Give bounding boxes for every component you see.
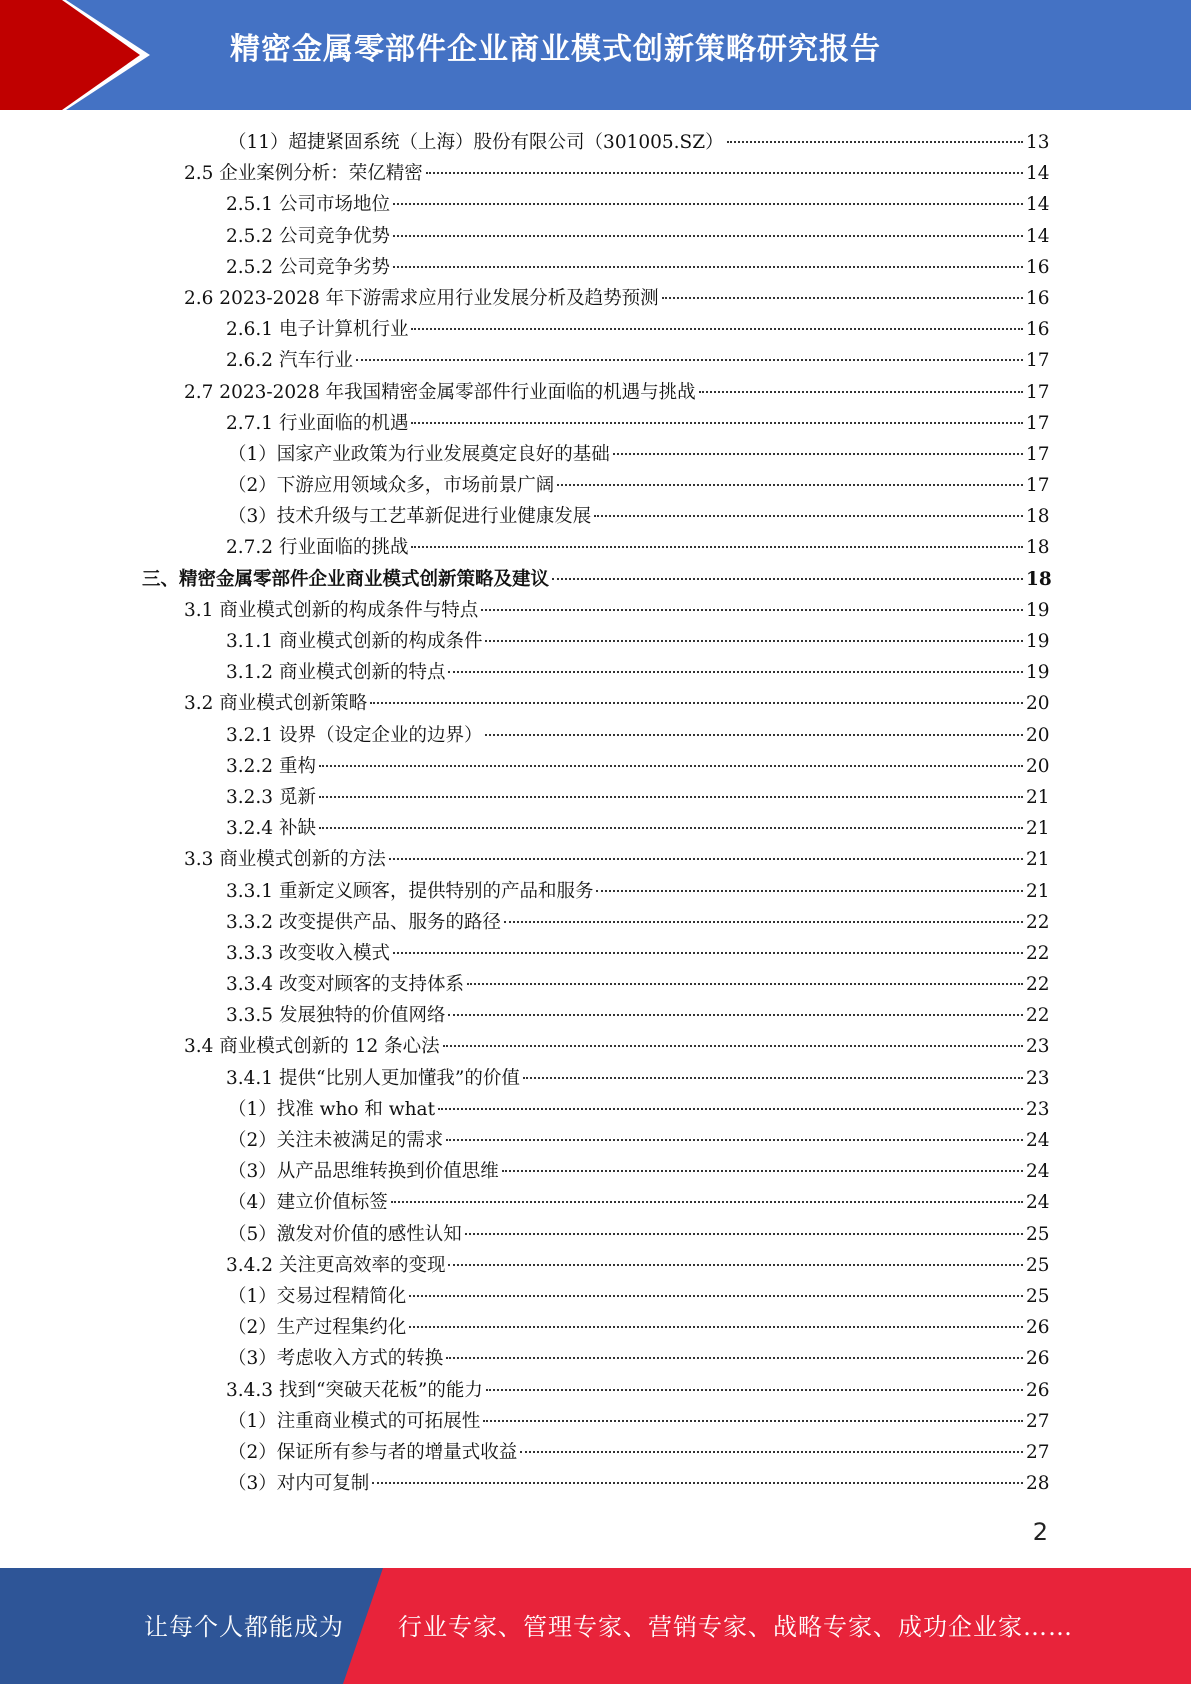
toc-entry[interactable] bbox=[0, 1281, 1191, 1312]
toc-entry[interactable] bbox=[0, 844, 1191, 875]
toc-entry-title: 2.6.1 电子计算机行业 bbox=[226, 319, 409, 341]
toc-entry-title: 3.4.1 提供“比别人更加懂我”的价值 bbox=[226, 1067, 520, 1089]
toc-entry-title: 3.3.1 重新定义顾客，提供特别的产品和服务 bbox=[226, 880, 594, 902]
toc-dot-leader bbox=[393, 951, 1023, 954]
toc-entry-page: 22 bbox=[1026, 942, 1050, 964]
toc-dot-leader bbox=[319, 795, 1023, 798]
toc-entry[interactable] bbox=[0, 1000, 1191, 1031]
toc-dot-leader bbox=[393, 202, 1023, 205]
footer-banner bbox=[0, 1568, 1191, 1684]
toc-dot-leader bbox=[370, 701, 1023, 704]
toc-entry[interactable] bbox=[0, 1063, 1191, 1094]
toc-entry[interactable] bbox=[0, 189, 1191, 220]
toc-entry-page: 25 bbox=[1026, 1254, 1050, 1276]
toc-entry-page: 21 bbox=[1026, 849, 1050, 871]
toc-entry-title: 2.6 2023-2028 年下游需求应用行业发展分析及趋势预测 bbox=[184, 287, 659, 309]
toc-entry-title: （3）技术升级与工艺革新促进行业健康发展 bbox=[228, 506, 592, 528]
toc-entry[interactable] bbox=[0, 1094, 1191, 1125]
toc-entry-title: 2.5 企业案例分析：荣亿精密 bbox=[184, 163, 423, 185]
header-bar bbox=[0, 0, 1191, 110]
toc-entry-title: 3.2.2 重构 bbox=[226, 755, 316, 777]
toc-entry[interactable] bbox=[0, 751, 1191, 782]
toc-entry[interactable] bbox=[0, 283, 1191, 314]
toc-entry[interactable] bbox=[0, 158, 1191, 189]
toc-dot-leader bbox=[438, 1107, 1023, 1110]
toc-entry[interactable] bbox=[0, 688, 1191, 719]
toc-entry-page: 25 bbox=[1026, 1223, 1050, 1245]
toc-dot-leader bbox=[446, 1356, 1023, 1359]
toc-entry[interactable] bbox=[0, 221, 1191, 252]
toc-entry-page: 19 bbox=[1026, 599, 1050, 621]
toc-entry-title: 3.2.1 设界（设定企业的边界） bbox=[226, 724, 483, 746]
toc-entry-title: 3.3.2 改变提供产品、服务的路径 bbox=[226, 911, 501, 933]
toc-dot-leader bbox=[504, 920, 1023, 923]
toc-entry-page: 17 bbox=[1026, 412, 1050, 434]
toc-entry-page: 19 bbox=[1026, 662, 1050, 684]
footer-slogan-left: 让每个人都能成为 bbox=[144, 1613, 344, 1641]
toc-entry-title: 3.2 商业模式创新策略 bbox=[184, 693, 368, 715]
toc-dot-leader bbox=[727, 140, 1023, 143]
toc-entry-page: 19 bbox=[1026, 631, 1050, 652]
toc-entry-title: 3.4.3 找到“突破天花板”的能力 bbox=[226, 1379, 483, 1401]
toc-entry[interactable] bbox=[0, 907, 1191, 938]
toc-dot-leader bbox=[409, 1294, 1023, 1297]
toc-entry-title: 2.7.2 行业面临的挑战 bbox=[226, 537, 409, 559]
toc-dot-leader bbox=[594, 514, 1023, 517]
toc-entry-title: 3.3.4 改变对顾客的支持体系 bbox=[226, 974, 464, 996]
toc-dot-leader bbox=[411, 421, 1023, 424]
toc-dot-leader bbox=[699, 390, 1023, 393]
toc-entry-page: 24 bbox=[1026, 1130, 1050, 1151]
toc-entry[interactable] bbox=[0, 408, 1191, 439]
toc-dot-leader bbox=[372, 1481, 1023, 1484]
toc-entry-title: （1）注重商业模式的可拓展性 bbox=[228, 1410, 481, 1432]
toc-entry[interactable] bbox=[0, 1312, 1191, 1343]
toc-dot-leader bbox=[443, 1044, 1023, 1047]
toc-entry-page: 17 bbox=[1026, 443, 1050, 465]
toc-entry-title: （1）找准 who 和 what bbox=[228, 1098, 436, 1120]
toc-entry-title: 2.5.1 公司市场地位 bbox=[226, 194, 390, 216]
table-of-contents bbox=[0, 127, 1191, 1499]
toc-entry-title: 2.5.2 公司竞争优势 bbox=[226, 225, 390, 247]
toc-entry[interactable] bbox=[0, 564, 1191, 595]
toc-entry-page: 24 bbox=[1026, 1192, 1050, 1214]
toc-entry[interactable] bbox=[0, 1031, 1191, 1062]
toc-entry-title: （11）超捷紧固系统（上海）股份有限公司（301005.SZ） bbox=[228, 132, 724, 153]
toc-entry-title: （3）从产品思维转换到价值思维 bbox=[228, 1161, 499, 1183]
toc-entry-title: 2.7.1 行业面临的机遇 bbox=[226, 412, 409, 434]
toc-entry[interactable] bbox=[0, 1187, 1191, 1218]
toc-entry-page: 27 bbox=[1026, 1410, 1050, 1432]
toc-entry-page: 21 bbox=[1026, 786, 1050, 808]
toc-entry[interactable] bbox=[0, 127, 1191, 158]
toc-entry-page: 23 bbox=[1026, 1067, 1050, 1089]
toc-dot-leader bbox=[523, 1076, 1023, 1079]
toc-entry[interactable] bbox=[0, 1250, 1191, 1281]
toc-dot-leader bbox=[391, 1200, 1023, 1203]
toc-dot-leader bbox=[426, 171, 1023, 174]
toc-entry[interactable] bbox=[0, 1375, 1191, 1406]
toc-entry-page: 20 bbox=[1026, 693, 1050, 715]
toc-entry-page: 25 bbox=[1026, 1285, 1050, 1307]
toc-entry-title: 3.3.3 改变收入模式 bbox=[226, 942, 390, 964]
toc-entry[interactable] bbox=[0, 1343, 1191, 1374]
toc-dot-leader bbox=[502, 1169, 1023, 1172]
toc-dot-leader bbox=[485, 639, 1023, 642]
toc-entry[interactable] bbox=[0, 1406, 1191, 1437]
toc-dot-leader bbox=[552, 577, 1023, 580]
toc-dot-leader bbox=[483, 1419, 1023, 1422]
toc-entry-page: 21 bbox=[1026, 818, 1050, 840]
toc-entry[interactable] bbox=[0, 1125, 1191, 1156]
toc-entry-page: 22 bbox=[1026, 911, 1050, 933]
toc-entry-title: 三、精密金属零部件企业商业模式创新策略及建议 bbox=[142, 568, 550, 590]
toc-entry-page: 28 bbox=[1026, 1473, 1050, 1495]
toc-dot-leader bbox=[393, 234, 1023, 237]
toc-dot-leader bbox=[596, 889, 1023, 892]
toc-entry[interactable] bbox=[0, 345, 1191, 376]
toc-entry-page: 16 bbox=[1026, 287, 1050, 309]
toc-entry[interactable] bbox=[0, 876, 1191, 907]
footer-slogan-right: 行业专家、管理专家、营销专家、战略专家、成功企业家…… bbox=[398, 1613, 1073, 1641]
toc-entry-page: 18 bbox=[1026, 537, 1050, 559]
toc-entry[interactable] bbox=[0, 657, 1191, 688]
toc-entry-page: 23 bbox=[1026, 1098, 1050, 1120]
toc-entry-page: 26 bbox=[1026, 1348, 1050, 1370]
toc-entry-page: 26 bbox=[1026, 1317, 1050, 1339]
toc-entry[interactable] bbox=[0, 1156, 1191, 1187]
toc-entry-title: （3）考虑收入方式的转换 bbox=[228, 1348, 444, 1370]
toc-entry-title: 3.1 商业模式创新的构成条件与特点 bbox=[184, 599, 479, 621]
toc-entry[interactable] bbox=[0, 532, 1191, 563]
toc-entry[interactable] bbox=[0, 314, 1191, 345]
toc-entry-title: 3.4.2 关注更高效率的变现 bbox=[226, 1254, 446, 1276]
toc-entry[interactable] bbox=[0, 1219, 1191, 1250]
toc-entry-title: （2）保证所有参与者的增量式收益 bbox=[228, 1441, 518, 1463]
toc-entry-title: 2.5.2 公司竞争劣势 bbox=[226, 256, 390, 278]
toc-entry-page: 16 bbox=[1026, 319, 1050, 341]
toc-entry-page: 24 bbox=[1026, 1161, 1050, 1183]
toc-dot-leader bbox=[662, 296, 1023, 299]
toc-entry[interactable] bbox=[0, 813, 1191, 844]
toc-entry[interactable] bbox=[0, 377, 1191, 408]
toc-dot-leader bbox=[520, 1450, 1023, 1453]
toc-entry-title: 2.7 2023-2028 年我国精密金属零部件行业面临的机遇与挑战 bbox=[184, 381, 696, 403]
toc-entry[interactable] bbox=[0, 595, 1191, 626]
toc-dot-leader bbox=[411, 545, 1023, 548]
toc-entry-title: 3.1.2 商业模式创新的特点 bbox=[226, 662, 446, 684]
toc-entry[interactable] bbox=[0, 938, 1191, 969]
toc-entry-page: 17 bbox=[1026, 381, 1050, 403]
toc-entry-page: 14 bbox=[1026, 225, 1050, 247]
toc-entry[interactable] bbox=[0, 969, 1191, 1000]
toc-entry-title: （2）关注未被满足的需求 bbox=[228, 1130, 444, 1151]
toc-entry-page: 16 bbox=[1026, 256, 1050, 278]
toc-dot-leader bbox=[411, 327, 1023, 330]
toc-entry-page: 20 bbox=[1026, 724, 1050, 746]
toc-entry-page: 23 bbox=[1026, 1036, 1050, 1058]
toc-entry-page: 14 bbox=[1026, 194, 1050, 216]
toc-entry[interactable] bbox=[0, 626, 1191, 657]
toc-dot-leader bbox=[465, 1232, 1023, 1235]
toc-entry-title: （1）国家产业政策为行业发展奠定良好的基础 bbox=[228, 443, 610, 465]
toc-entry-title: 3.3.5 发展独特的价值网络 bbox=[226, 1005, 446, 1027]
toc-dot-leader bbox=[613, 452, 1023, 455]
page-number: 2 bbox=[1032, 1518, 1048, 1546]
toc-dot-leader bbox=[486, 1388, 1023, 1391]
toc-entry[interactable] bbox=[0, 1437, 1191, 1468]
toc-entry[interactable] bbox=[0, 439, 1191, 470]
toc-dot-leader bbox=[485, 733, 1023, 736]
toc-entry-title: （2）生产过程集约化 bbox=[228, 1317, 407, 1339]
toc-entry[interactable] bbox=[0, 782, 1191, 813]
toc-entry-page: 18 bbox=[1026, 506, 1050, 528]
toc-dot-leader bbox=[393, 265, 1023, 268]
toc-dot-leader bbox=[557, 483, 1023, 486]
document-title: 精密金属零部件企业商业模式创新策略研究报告 bbox=[230, 32, 881, 67]
toc-entry-page: 18 bbox=[1026, 568, 1052, 590]
toc-dot-leader bbox=[448, 1013, 1023, 1016]
toc-dot-leader bbox=[319, 826, 1023, 829]
toc-entry-title: （3）对内可复制 bbox=[228, 1473, 370, 1495]
toc-entry-title: 3.2.4 补缺 bbox=[226, 818, 316, 840]
toc-dot-leader bbox=[319, 764, 1023, 767]
toc-entry-title: 3.1.1 商业模式创新的构成条件 bbox=[226, 631, 483, 652]
toc-entry-title: （4）建立价值标签 bbox=[228, 1192, 388, 1214]
toc-entry-page: 21 bbox=[1026, 880, 1050, 902]
toc-entry[interactable] bbox=[0, 720, 1191, 751]
toc-entry-title: 3.2.3 觅新 bbox=[226, 786, 316, 808]
toc-dot-leader bbox=[446, 1138, 1023, 1141]
toc-entry-page: 26 bbox=[1026, 1379, 1050, 1401]
toc-dot-leader bbox=[467, 982, 1023, 985]
toc-entry-page: 17 bbox=[1026, 350, 1050, 372]
toc-entry-page: 20 bbox=[1026, 755, 1050, 777]
toc-entry[interactable] bbox=[0, 1468, 1191, 1499]
toc-entry-page: 22 bbox=[1026, 974, 1050, 996]
toc-entry-title: 3.3 商业模式创新的方法 bbox=[184, 849, 386, 871]
header-chevron-icon bbox=[0, 0, 160, 110]
toc-entry-page: 13 bbox=[1026, 132, 1050, 153]
toc-entry-page: 17 bbox=[1026, 475, 1050, 497]
toc-entry-title: 2.6.2 汽车行业 bbox=[226, 350, 353, 372]
toc-entry-page: 14 bbox=[1026, 163, 1050, 185]
toc-dot-leader bbox=[448, 1263, 1023, 1266]
toc-entry[interactable] bbox=[0, 501, 1191, 532]
toc-entry-title: （1）交易过程精简化 bbox=[228, 1285, 407, 1307]
toc-dot-leader bbox=[448, 670, 1023, 673]
toc-entry-title: 3.4 商业模式创新的 12 条心法 bbox=[184, 1036, 440, 1058]
toc-dot-leader bbox=[389, 857, 1023, 860]
toc-dot-leader bbox=[409, 1325, 1023, 1328]
toc-entry[interactable] bbox=[0, 470, 1191, 501]
toc-entry-title: （2）下游应用领域众多，市场前景广阔 bbox=[228, 475, 555, 497]
toc-dot-leader bbox=[481, 608, 1023, 611]
toc-entry-page: 27 bbox=[1026, 1441, 1050, 1463]
toc-entry-title: （5）激发对价值的感性认知 bbox=[228, 1223, 462, 1245]
toc-entry[interactable] bbox=[0, 252, 1191, 283]
toc-dot-leader bbox=[356, 358, 1023, 361]
toc-entry-page: 22 bbox=[1026, 1005, 1050, 1027]
